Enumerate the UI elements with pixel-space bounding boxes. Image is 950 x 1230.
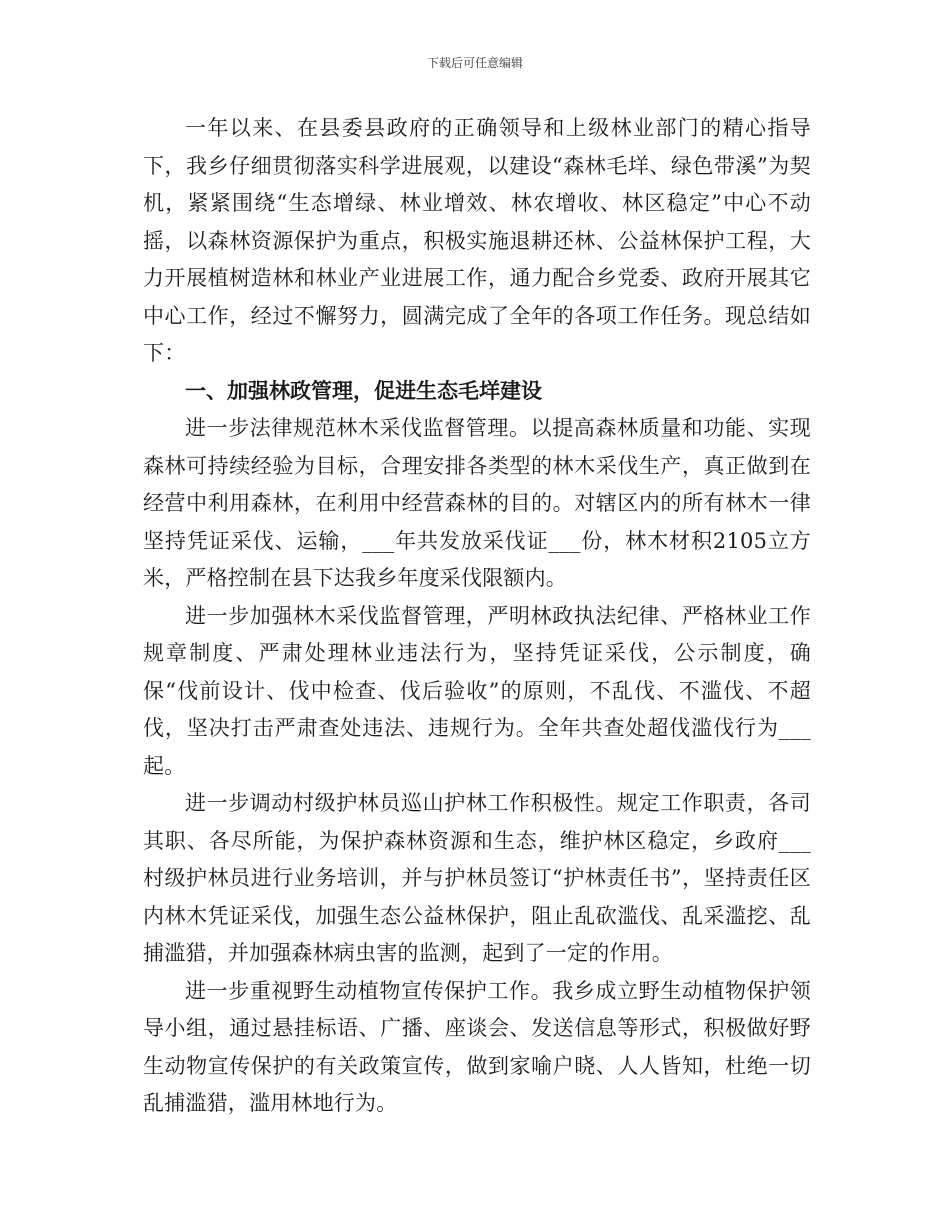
intro-paragraph: 一年以来、在县委县政府的正确领导和上级林业部门的精心指导下，我乡仔细贯彻落实科学进展观，以建设“森林毛垟、绿色带溪”为契机，紧紧围绕“生态增绿、林业增效、林农增收、林区稳定”中心不动摇，以森林资源保护为重点，积极实施退耕还林、公益林保护工程，大力开展植树造林和林业产业进展工作，通力配合乡党委、政府开展其它中心工作，经过不懈努力，圆满完成了全年的各项工作任务。现总结如下： xyxy=(143,116,811,365)
paragraph-logging-supervision: 进一步法律规范林木采伐监督管理。以提高森林质量和功能、实现森林可持续经验为目标，合理安排各类型的林木采伐生产，真正做到在经营中利用森林，在利用中经营森林的目的。对辖区内的所有林木一律坚持凭证采伐、运输，___年共发放采伐证___份，林木材积2105立方米，严格控制在县下达我乡年度采伐限额内。 xyxy=(143,416,811,590)
section-heading-1: 一、加强林政管理，促进生态毛垟建设 xyxy=(185,378,542,403)
paragraph-forest-enforcement: 进一步加强林木采伐监督管理，严明林政执法纪律、严格林业工作规章制度、严肃处理林业违法行为，坚持凭证采伐，公示制度，确保“伐前设计、伐中检查、伐后验收”的原则，不乱伐、不滥伐、不超伐，坚决打击严肃查处违法、违规行为。全年共查处超伐滥伐行为___起。 xyxy=(143,603,811,778)
paragraph-forest-rangers: 进一步调动村级护林员巡山护林工作积极性。规定工作职责，各司其职、各尽所能，为保护森林资源和生态，维护林区稳定，乡政府___村级护林员进行业务培训，并与护林员签订“护林责任书”，坚持责任区内林木凭证采伐，加强生态公益林保护，阻止乱砍滥伐、乱采滥挖、乱捕滥猎，并加强森林病虫害的监测，起到了一定的作用。 xyxy=(143,791,811,965)
document-body xyxy=(143,110,811,1123)
page-header-note: 下载后可任意编辑 xyxy=(426,56,523,70)
paragraph-wildlife-protection: 进一步重视野生动植物宣传保护工作。我乡成立野生动植物保护领导小组，通过悬挂标语、广播、座谈会、发送信息等形式，积极做好野生动物宣传保护的有关政策宣传，做到家喻户晓、人人皆知，杜绝一切乱捕滥猎，滥用林地行为。 xyxy=(143,978,811,1115)
